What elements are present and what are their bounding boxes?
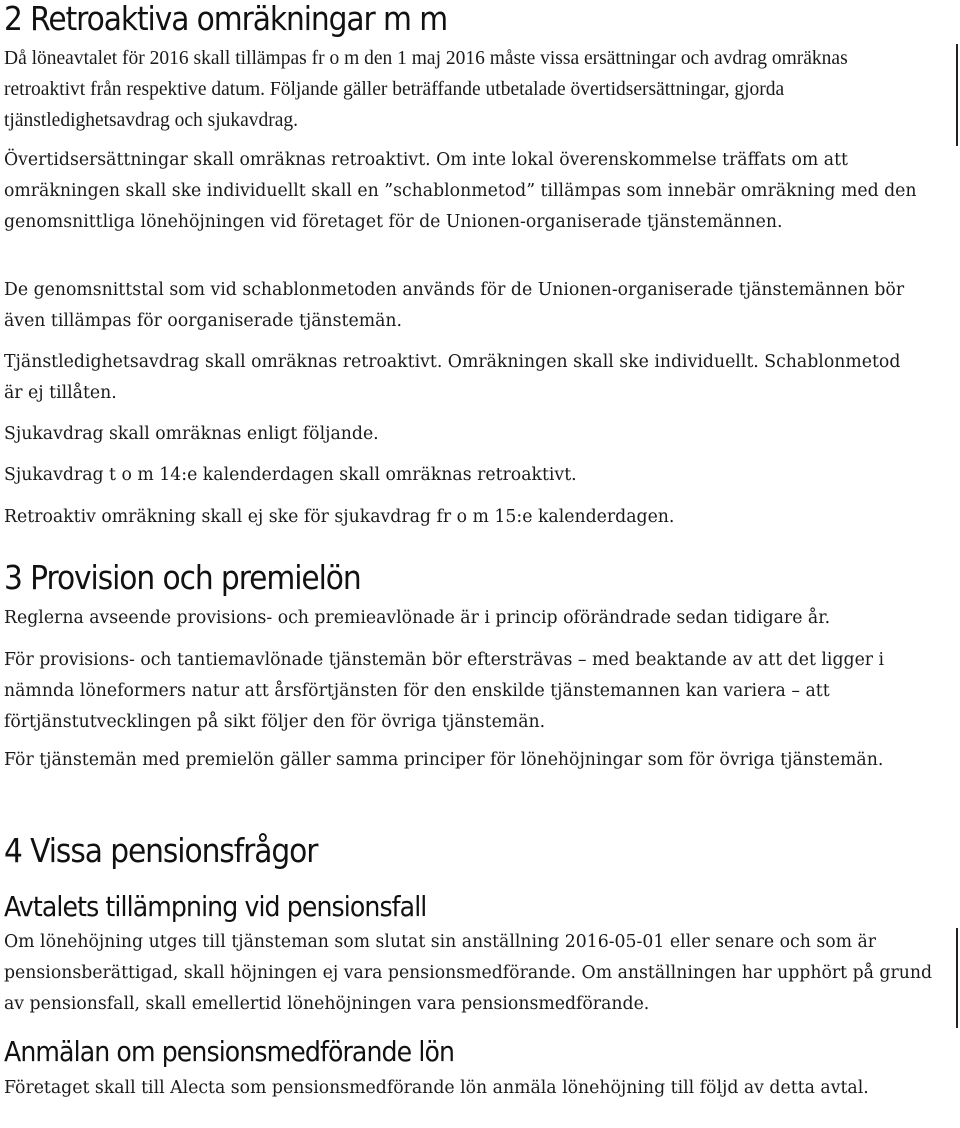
paragraph: Retroaktiv omräkning skall ej ske för sjukavdrag fr o m 15:e kalenderdagen. bbox=[4, 507, 675, 527]
paragraph: Tjänstledighetsavdrag skall omräknas retroaktivt. Omräkningen skall ske individuellt. Schablonmetod är ej tillåten. bbox=[4, 352, 901, 403]
paragraph: För tjänstemän med premielön gäller samma principer för lönehöjningar som för övriga tjänstemän. bbox=[4, 750, 884, 770]
paragraph: För provisions- och tantiemavlönade tjänstemän bör eftersträvas – med beaktande av att det ligger i nämnda löneformers natur att årsförtjänsten för den enskilde tjänstemannen kan variera – att förtjänstutvecklingen på sikt följer den för övriga tjänstemän. bbox=[4, 650, 885, 732]
subsection-heading: Avtalets tillämpning vid pensionsfall bbox=[4, 890, 427, 923]
subsection-heading: Anmälan om pensionsmedförande lön bbox=[4, 1035, 455, 1068]
paragraph: Om lönehöjning utges till tjänsteman som slutat sin anställning 2016-05-01 eller senare och som är pensionsberättigad, skall höjningen ej vara pensionsmedförande. Om anställningen har upphört på grund av pensionsfall, skall emellertid lönehöjningen vara pensionsmedförande. bbox=[4, 932, 933, 1014]
paragraph: Företaget skall till Alecta som pensionsmedförande lön anmäla lönehöjning till följd av detta avtal. bbox=[4, 1078, 869, 1098]
change-bar bbox=[956, 928, 958, 1028]
paragraph: Då löneavtalet för 2016 skall tillämpas fr o m den 1 maj 2016 måste vissa ersättningar och avdrag omräknas retroaktivt från respektive datum. Följande gäller beträffande utbetalade övertidsersättningar, gjorda tjänstledighetsavdrag och sjukavdrag. bbox=[4, 48, 848, 131]
change-bar bbox=[956, 44, 958, 146]
section-heading: 3 Provision och premielön bbox=[4, 558, 361, 597]
paragraph: Övertidsersättningar skall omräknas retroaktivt. Om inte lokal överenskommelse träffats om att omräkningen skall ske individuellt skall en ”schablonmetod” tillämpas som innebär omräkning med den genomsnittliga lönehöjningen vid företaget för de Unionen-organiserade tjänstemännen. bbox=[4, 150, 917, 232]
section-heading: 2 Retroaktiva omräkningar m m bbox=[4, 0, 448, 38]
paragraph: Sjukavdrag t o m 14:e kalenderdagen skall omräknas retroaktivt. bbox=[4, 465, 577, 485]
paragraph: Sjukavdrag skall omräknas enligt följande. bbox=[4, 424, 379, 444]
paragraph: De genomsnittstal som vid schablonmetoden används för de Unionen-organiserade tjänstemännen bör även tillämpas för oorganiserade tjänstemän. bbox=[4, 280, 905, 331]
section-heading: 4 Vissa pensionsfrågor bbox=[4, 831, 318, 870]
paragraph: Reglerna avseende provisions- och premieavlönade är i princip oförändrade sedan tidigare år. bbox=[4, 608, 831, 628]
